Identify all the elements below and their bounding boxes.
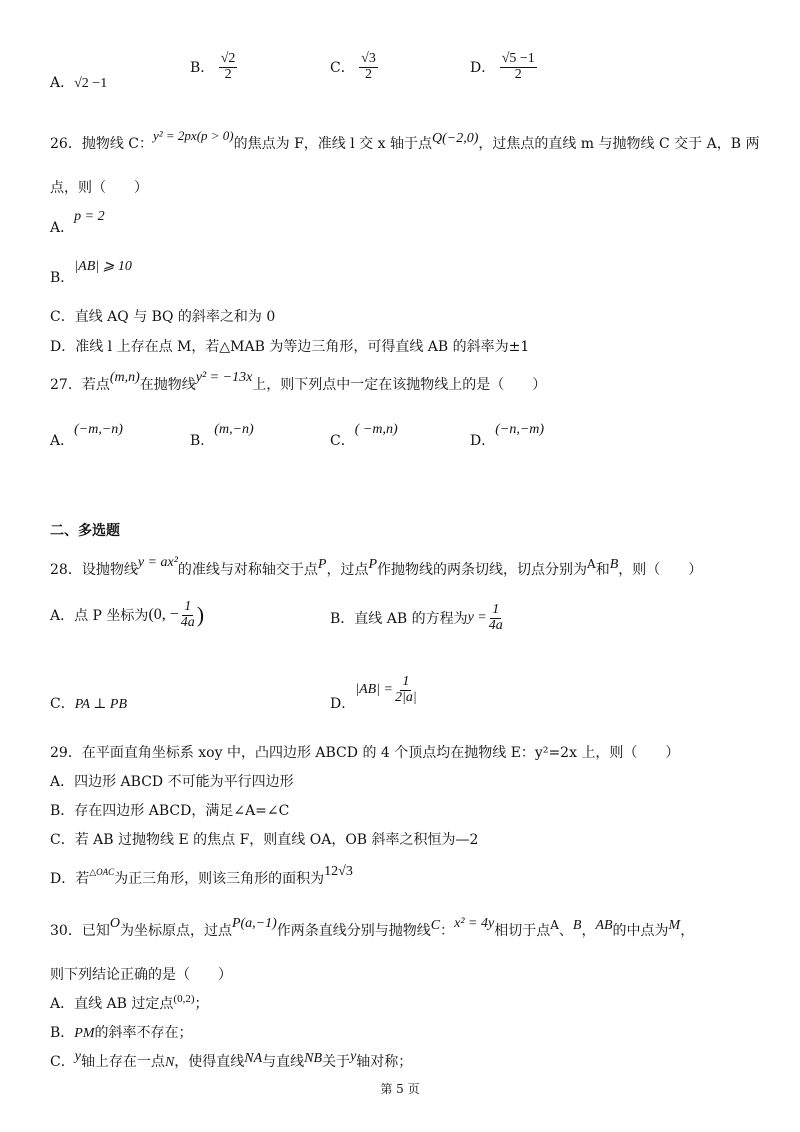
q26-option-d: D．准线 l 上存在点 M，若△MAB 为等边三角形，可得直线 AB 的斜率为±1 (50, 339, 530, 355)
q26-stem: 26．抛物线 C：y² = 2px(p > 0)的焦点为 F，准线 l 交 x 轴于点Q(−2,0)，过焦点的直线 m 与抛物线 C 交于 A，B 两 (50, 128, 760, 152)
q27-option-a: A．(−m,−n) (50, 422, 123, 449)
page-footer: 第 5 页 (380, 1082, 420, 1096)
q27-option-d: D．(−n,−m) (470, 422, 545, 449)
q29-option-d: D．若$^{\triangle OAC}$为正三角形，则该三角形的面积为12√3 (50, 864, 353, 887)
q30-option-a: A．直线 AB 过定点$^{(0,2)}$； (50, 993, 209, 1012)
q27-stem: 27．若点(m,n)在抛物线y² = −13x上，则下列点中一定在该抛物线上的是（ ） (50, 370, 547, 393)
q26-option-a: A．p = 2 (50, 209, 105, 236)
q30-option-c: C．y轴上存在一点N，使得直线NA与直线NB关于y轴对称； (50, 1049, 413, 1070)
q27-option-b: B．(m,−n) (190, 422, 254, 449)
q25-option-b: B． $\frac{√2}{2}$ (190, 51, 236, 82)
q30-option-b: B．PM的斜率不存在； (50, 1025, 193, 1041)
section-heading: 二、多选题 (50, 523, 120, 539)
q25-option-a: A．√2 −1 (50, 75, 108, 91)
q27-option-c: C．( −m,n) (330, 422, 398, 449)
q30-stem-cont: 则下列结论正确的是（ ） (50, 967, 232, 983)
q28-option-b: B．直线 AB 的方程为y = $\frac{1}{4a}$ (330, 602, 503, 633)
q25-option-c: C． $\frac{√3}{2}$ (330, 51, 376, 82)
q28-stem: 28．设抛物线y = ax²的准线与对称轴交于点P，过点P作抛物线的两条切线，切点分别为A和B，则（ ） (50, 555, 703, 578)
q29-option-c: C．若 AB 过抛物线 E 的焦点 F，则直线 OA，OB 斜率之积恒为—2 (50, 832, 479, 848)
q26-stem-cont: 点，则（ ） (50, 180, 148, 196)
q29-stem: 29．在平面直角坐标系 xoy 中，凸四边形 ABCD 的 4 个顶点均在抛物线 E：y²=2x 上，则（ ） (50, 745, 680, 761)
q29-option-b: B．存在四边形 ABCD，满足∠A=∠C (50, 803, 290, 819)
q26-option-b: B．|AB| ⩾ 10 (50, 259, 132, 286)
q25-option-d: D． $\frac{√5 -1}{2}$ (470, 51, 535, 82)
q28-option-d: D．|AB| = $\frac{1}{2|a|}$ (330, 674, 417, 713)
q29-option-a: A．四边形 ABCD 不可能为平行四边形 (50, 774, 294, 790)
q26-option-c: C．直线 AQ 与 BQ 的斜率之和为 0 (50, 309, 276, 325)
q28-option-c: C．PA ⊥ PB (50, 696, 128, 712)
q28-option-a: A．点 P 坐标为(0, − $\frac{1}{4a}$ ) (50, 599, 205, 630)
q30-stem: 30．已知O为坐标原点，过点P(a,−1)作两条直线分别与抛物线C：x² = 4y相切于点A、B，AB的中点为M， (50, 916, 695, 939)
